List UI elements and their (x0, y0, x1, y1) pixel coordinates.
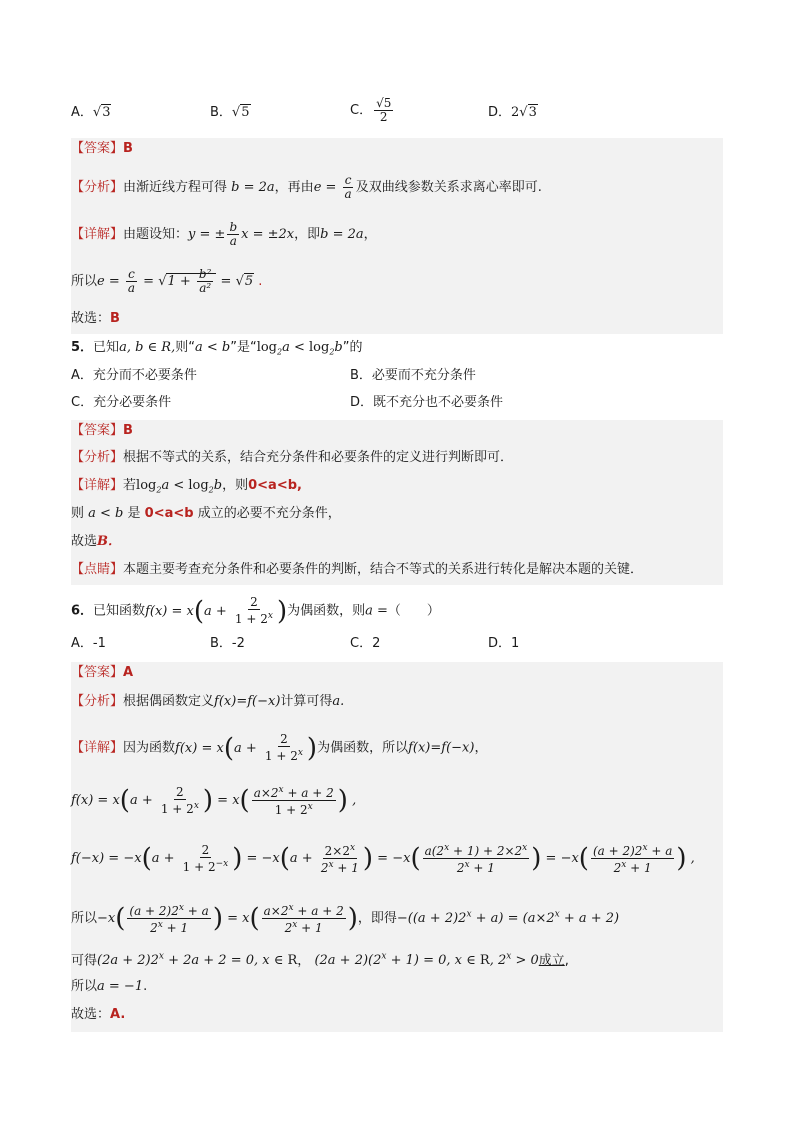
q5-option-b: B．必要而不充分条件 (350, 368, 476, 383)
q5-option-c: C．充分必要条件 (71, 395, 172, 410)
q6-so-equation: 所以−x( $\frac{(a + 2)2^x + a}{2^x + 1}$ ) = x( $\frac{a\times 2^x + a + 2}{2^x + 1}$ )，即得$-((a + 2)2^x + a) = (a\times 2^x + a + 2)$ (71, 903, 620, 935)
q6-choose: 故选：A. (71, 1007, 126, 1022)
q6-option-d: D．1 (488, 636, 520, 651)
q6-stem: 6．已知函数f(x) = x(a + $\frac{2}{1 + 2^x}$ )为偶函数，则a =（ ） (71, 595, 440, 626)
q6-detail: 【详解】因为函数f(x) = x(a + $\frac{2}{1 + 2^x}$ )为偶函数，所以f(x)=f(−x)， (71, 732, 488, 763)
q6-so-a-line: 所以a = −1. (71, 979, 148, 994)
q6-f-neg-x-expansion: f(−x) = −x(a + $\frac{2}{1 + 2^{-x}}$ ) = −x(a + $\frac{2\times 2^x}{2^x + 1}$ ) = −x( $\frac{a(2^x + 1) + 2\times 2^x}{2^x + 1}$ ) = −x( $\frac{(a + 2)2^x + a}{2^x + 1}$ ) , (71, 842, 695, 875)
q6-option-a: A．-1 (71, 636, 106, 651)
q4-detail-line2: 所以e = $\frac{c}{a}$ = √1 + $\frac{\text{b²}}{\text{a²}}$ = √5 . (71, 267, 263, 295)
q5-choose: 故选B． (71, 534, 122, 549)
q4-option-a: A．√3 (71, 105, 111, 120)
q4-option-b: B．√5 (210, 105, 250, 120)
q4-option-d: D．2√3 (488, 105, 537, 120)
q5-detail-line2: 则 a < b 是 0<a<b 成立的必要不充分条件， (71, 506, 341, 521)
q5-comment: 【点睛】本题主要考查充分条件和必要条件的判断，结合不等式的关系进行转化是解决本题的关键． (71, 562, 644, 577)
q5-stem: 5．已知a, b ∈ R,则“a < b”是“$\log_2a < \log_2b$”的 (71, 340, 363, 357)
q4-answer: 【答案】B (71, 141, 133, 156)
q5-option-d: D．既不充分也不必要条件 (350, 395, 504, 410)
q4-option-c: C． $\frac{√5}{2}$ (350, 96, 392, 124)
q6-analysis: 【分析】根据偶函数定义f(x)=f(−x)计算可得a. (71, 694, 345, 709)
q5-analysis: 【分析】根据不等式的关系，结合充分条件和必要条件的定义进行判断即可． (71, 450, 514, 465)
q4-analysis: 【分析】由渐近线方程可得 b = 2a，再由e = $\frac{c}{a}$ 及双曲线参数关系求离心率即可. (71, 173, 542, 201)
q6-answer: 【答案】A (71, 665, 134, 680)
q6-fx-expansion: f(x) = x(a + $\frac{2}{1 + 2^x}$ ) = x( $\frac{a\times 2^x + a + 2}{1 + 2^x}$ ) , (71, 784, 357, 817)
q5-detail: 【详解】若$\log_2a < \log_2b$，则0<a<b, (71, 478, 302, 495)
q6-option-b: B．-2 (210, 636, 245, 651)
q6-option-c: C．2 (350, 636, 381, 651)
q4-detail: 【详解】由题设知：y = ± $\frac{b}{a}$ x = ±2x，即b = 2a， (71, 220, 377, 248)
q4-choose: 故选：B (71, 311, 120, 326)
q5-answer: 【答案】B (71, 423, 133, 438)
q6-get-line: 可得$(2a + 2)2^x + 2a + 2 = 0$, x ∈ R， $(2a + 2)(2^x + 1) = 0$, x ∈ R, $2^x > 0$成立, (71, 952, 569, 969)
q5-option-a: A．充分而不必要条件 (71, 368, 197, 383)
